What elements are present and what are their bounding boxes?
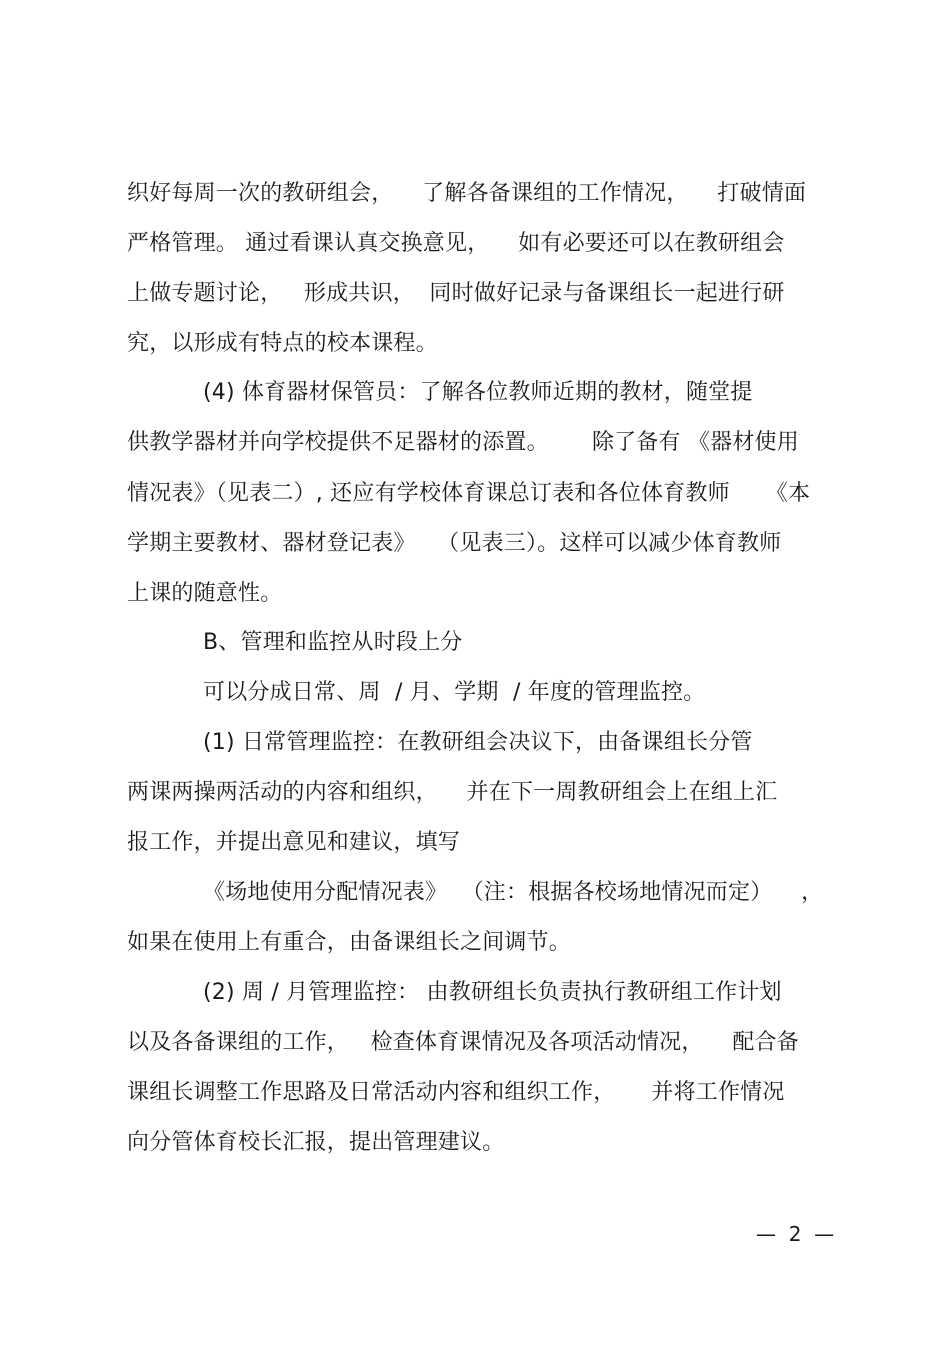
text-line: 两课两操两活动的内容和组织， 并在下一周教研组会上在组上汇 xyxy=(127,780,778,805)
section-heading: B、管理和监控从时段上分 xyxy=(203,630,463,655)
text-line: 《场地使用分配情况表》 （注：根据各校场地情况而定） ， xyxy=(203,880,824,905)
text-line: 学期主要教材、器材登记表》 （见表三）。这样可以减少体育教师 xyxy=(127,531,782,556)
text-line: (1) 日常管理监控：在教研组会决议下，由备课组长分管 xyxy=(203,730,753,755)
text-line: (4) 体育器材保管员：了解各位教师近期的教材，随堂提 xyxy=(203,380,753,405)
text-line: 情况表》（见表二）, 还应有学校体育课总订表和各位体育教师 《本 xyxy=(127,481,811,506)
text-line: 如果在使用上有重合，由备课组长之间调节。 xyxy=(127,930,572,955)
text-line: 上课的随意性。 xyxy=(127,581,283,606)
page-number: — 2 — xyxy=(756,1222,835,1246)
text-line: 可以分成日常、周 / 月、学期 / 年度的管理监控。 xyxy=(203,680,706,705)
text-line: (2) 周 / 月管理监控： 由教研组长负责执行教研组工作计划 xyxy=(203,980,782,1005)
text-line: 报工作，并提出意见和建议，填写 xyxy=(127,830,461,855)
text-line: 以及各备课组的工作， 检查体育课情况及各项活动情况， 配合备 xyxy=(127,1030,799,1055)
text-line: 上做专题讨论， 形成共识， 同时做好记录与备课组长一起进行研 xyxy=(127,281,785,306)
text-line: 严格管理。 通过看课认真交换意见， 如有必要还可以在教研组会 xyxy=(127,231,785,256)
text-line: 供教学器材并向学校提供不足器材的添置。 除了备有 《器材使用 xyxy=(127,430,799,455)
text-line: 究，以形成有特点的校本课程。 xyxy=(127,331,438,356)
text-line: 织好每周一次的教研组会， 了解各备课组的工作情况， 打破情面 xyxy=(127,181,807,206)
text-line: 向分管体育校长汇报，提出管理建议。 xyxy=(127,1130,505,1155)
text-line: 课组长调整工作思路及日常活动内容和组织工作， 并将工作情况 xyxy=(127,1080,785,1105)
